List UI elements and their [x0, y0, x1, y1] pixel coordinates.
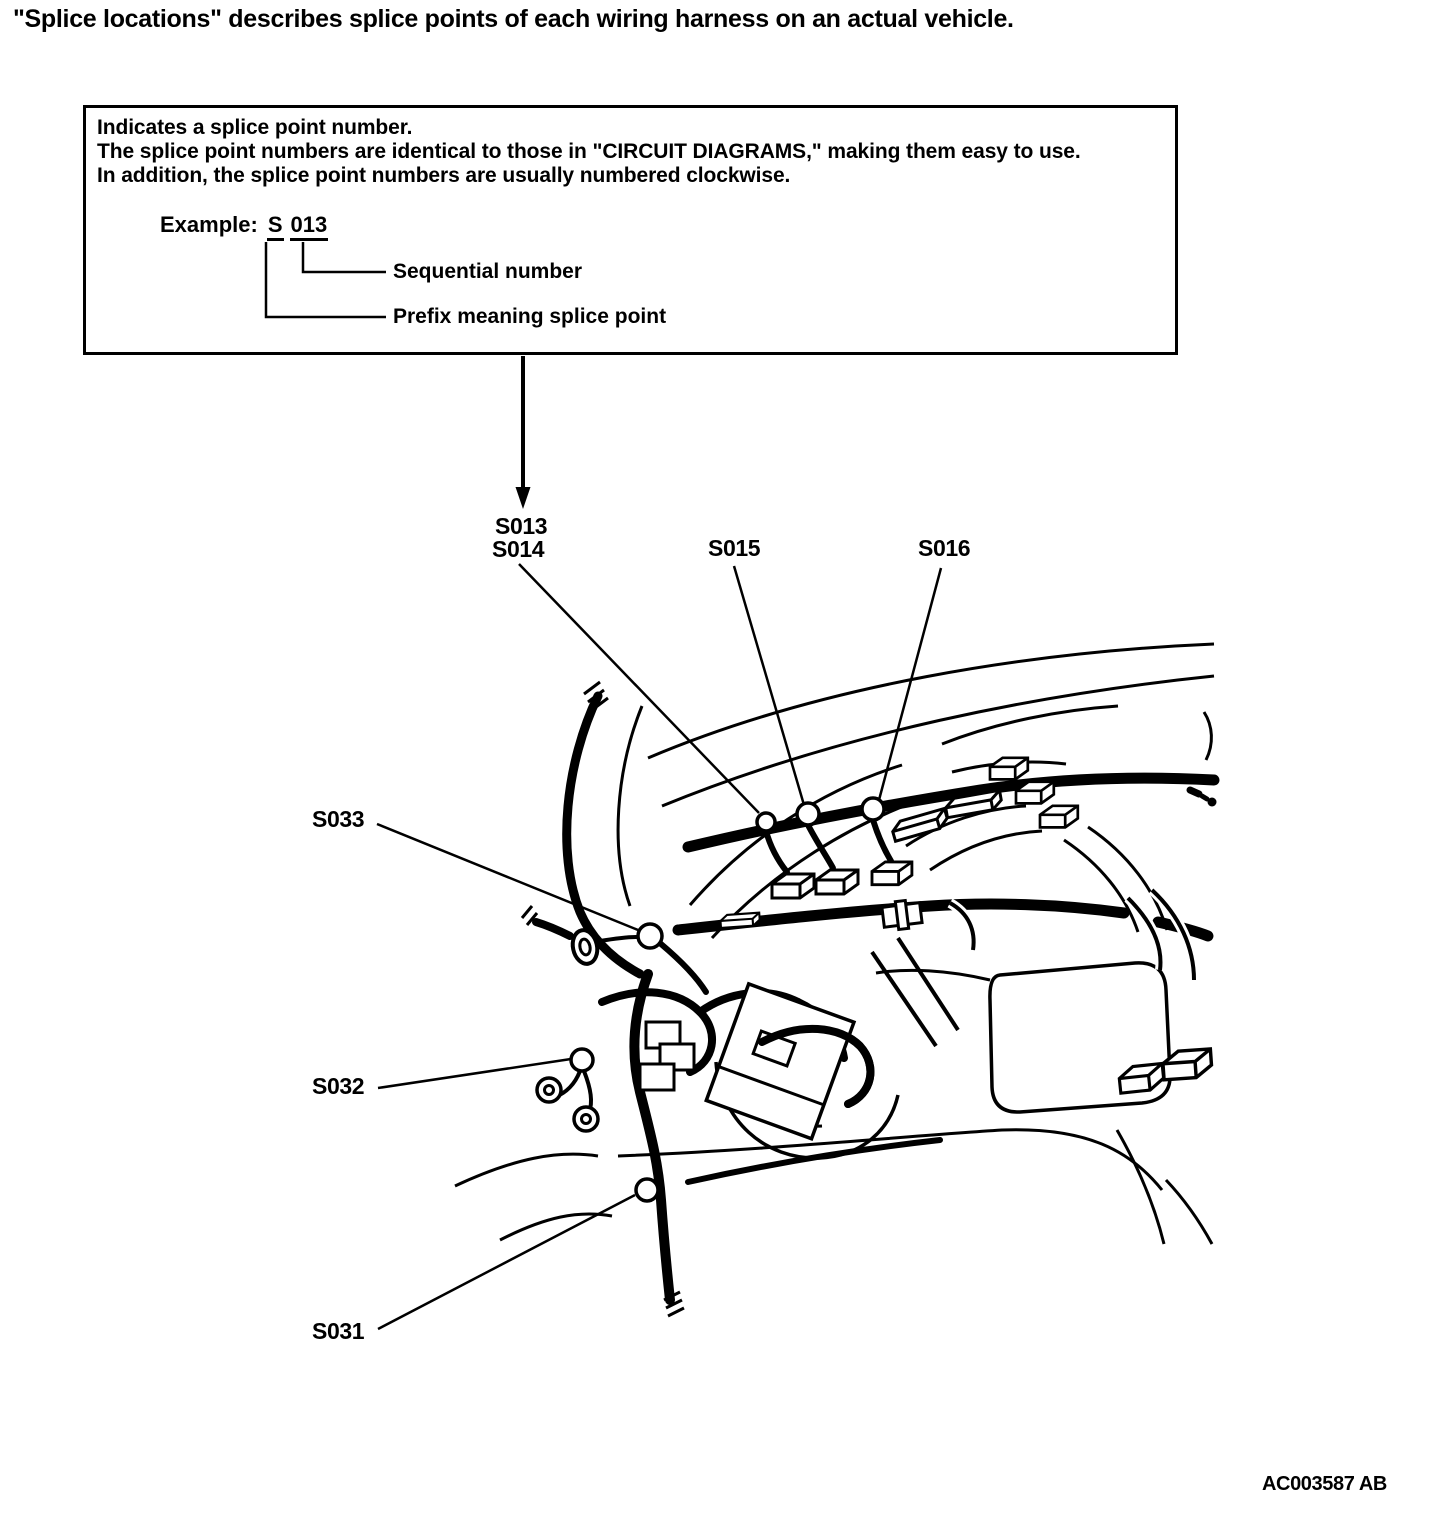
splice-label-s016: S016 — [918, 535, 971, 561]
example-prefix: S — [267, 212, 284, 241]
sequential-number-callout: Sequential number — [393, 260, 583, 283]
note-line-1: Indicates a splice point number. — [97, 116, 413, 139]
splice-marker-s031 — [636, 1179, 658, 1201]
splice-marker-s016 — [862, 798, 884, 820]
splice-label-s013: S013 — [495, 513, 548, 539]
splice-label-s032: S032 — [312, 1073, 365, 1099]
note-line-3: In addition, the splice point numbers are usually numbered clockwise. — [97, 164, 791, 187]
splice-label-s015: S015 — [708, 535, 761, 561]
ring-terminal — [574, 1107, 598, 1131]
example-label: Example: — [160, 212, 258, 237]
splice-marker-s032 — [571, 1049, 593, 1071]
ring-terminal — [537, 1078, 561, 1102]
splice-marker-s015 — [797, 803, 819, 825]
splice-marker-s033 — [638, 924, 662, 948]
wiring-harness — [536, 696, 1214, 1300]
prefix-callout: Prefix meaning splice point — [393, 305, 667, 328]
page-title: "Splice locations" describes splice points of each wiring harness on an actual vehicle. — [13, 5, 1014, 33]
example-number: 013 — [290, 212, 329, 241]
splice-marker-s013-s014 — [757, 813, 775, 831]
arrow-head — [516, 487, 531, 509]
splice-label-s014: S014 — [492, 536, 545, 562]
note-line-2: The splice point numbers are identical to those in "CIRCUIT DIAGRAMS," making them easy to use. — [97, 140, 1081, 163]
splice-label-s031: S031 — [312, 1318, 365, 1344]
callout-leader-lines — [266, 242, 523, 492]
splice-label-s033: S033 — [312, 806, 365, 832]
figure-code: AC003587 AB — [1262, 1473, 1387, 1495]
